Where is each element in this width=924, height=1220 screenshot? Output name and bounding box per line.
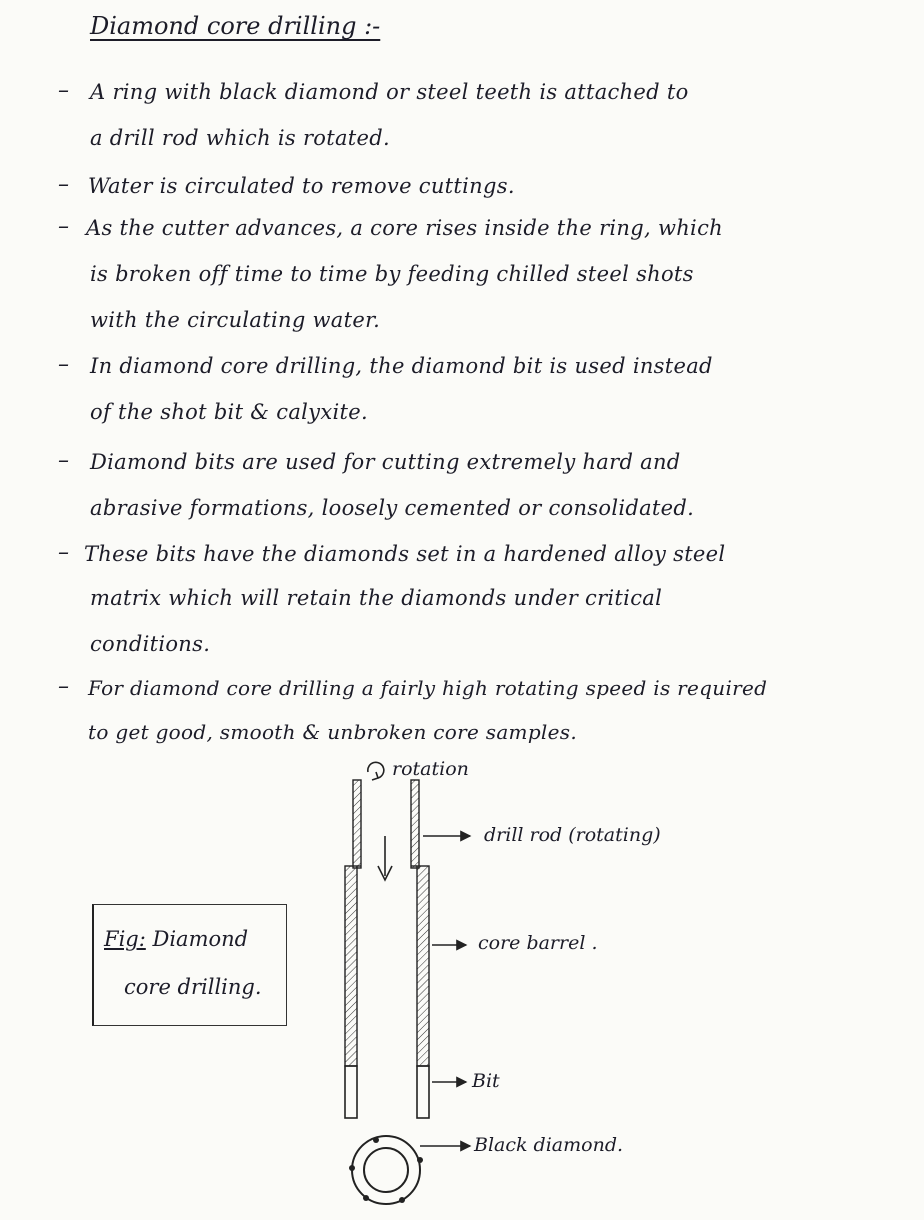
- bullet-dash: –: [58, 674, 69, 699]
- text-line: For diamond core drilling a fairly high rotating speed is required: [88, 676, 768, 700]
- figure-caption-prefix: Fig:: [104, 927, 146, 951]
- page-title: Diamond core drilling :-: [90, 12, 381, 40]
- black-diamond-label: Black diamond.: [474, 1134, 624, 1156]
- text-line: In diamond core drilling, the diamond bit is used instead: [90, 354, 713, 378]
- diamond-ring: [349, 1136, 423, 1204]
- bullet-dash: –: [58, 540, 69, 565]
- bullet-dash: –: [58, 78, 69, 103]
- text-line: These bits have the diamonds set in a hardened alloy steel: [84, 542, 726, 566]
- drill-rod: [353, 780, 419, 868]
- text-line: conditions.: [90, 632, 211, 656]
- text-line: Diamond bits are used for cutting extremely hard and: [90, 450, 681, 474]
- text-line: is broken off time to time by feeding chilled steel shots: [90, 262, 694, 286]
- figure-caption-line2: core drilling.: [124, 975, 262, 999]
- bit-label: Bit: [472, 1070, 500, 1092]
- rotation-label: rotation: [392, 758, 469, 780]
- core-barrel: [345, 866, 429, 1066]
- bullet-dash: –: [58, 214, 69, 239]
- figure-caption-title: Diamond: [152, 927, 249, 951]
- text-line: Water is circulated to remove cuttings.: [88, 174, 515, 198]
- bit: [345, 1066, 429, 1118]
- text-line: matrix which will retain the diamonds under critical: [90, 586, 663, 610]
- text-line: to get good, smooth & unbroken core samples.: [88, 720, 577, 744]
- text-line: a drill rod which is rotated.: [90, 126, 390, 150]
- rotation-arrow-icon: [368, 762, 384, 780]
- text-line: As the cutter advances, a core rises inside the ring, which: [86, 216, 723, 240]
- drill-rod-label: drill rod (rotating): [484, 824, 661, 846]
- text-line: abrasive formations, loosely cemented or consolidated.: [90, 496, 695, 520]
- core-barrel-label: core barrel .: [478, 932, 598, 954]
- text-line: A ring with black diamond or steel teeth is attached to: [90, 80, 689, 104]
- text-line: of the shot bit & calyxite.: [90, 400, 368, 424]
- bullet-dash: –: [58, 172, 69, 197]
- text-line: with the circulating water.: [90, 308, 381, 332]
- bullet-dash: –: [58, 448, 69, 473]
- down-arrow-icon: [378, 836, 392, 880]
- bullet-dash: –: [58, 352, 69, 377]
